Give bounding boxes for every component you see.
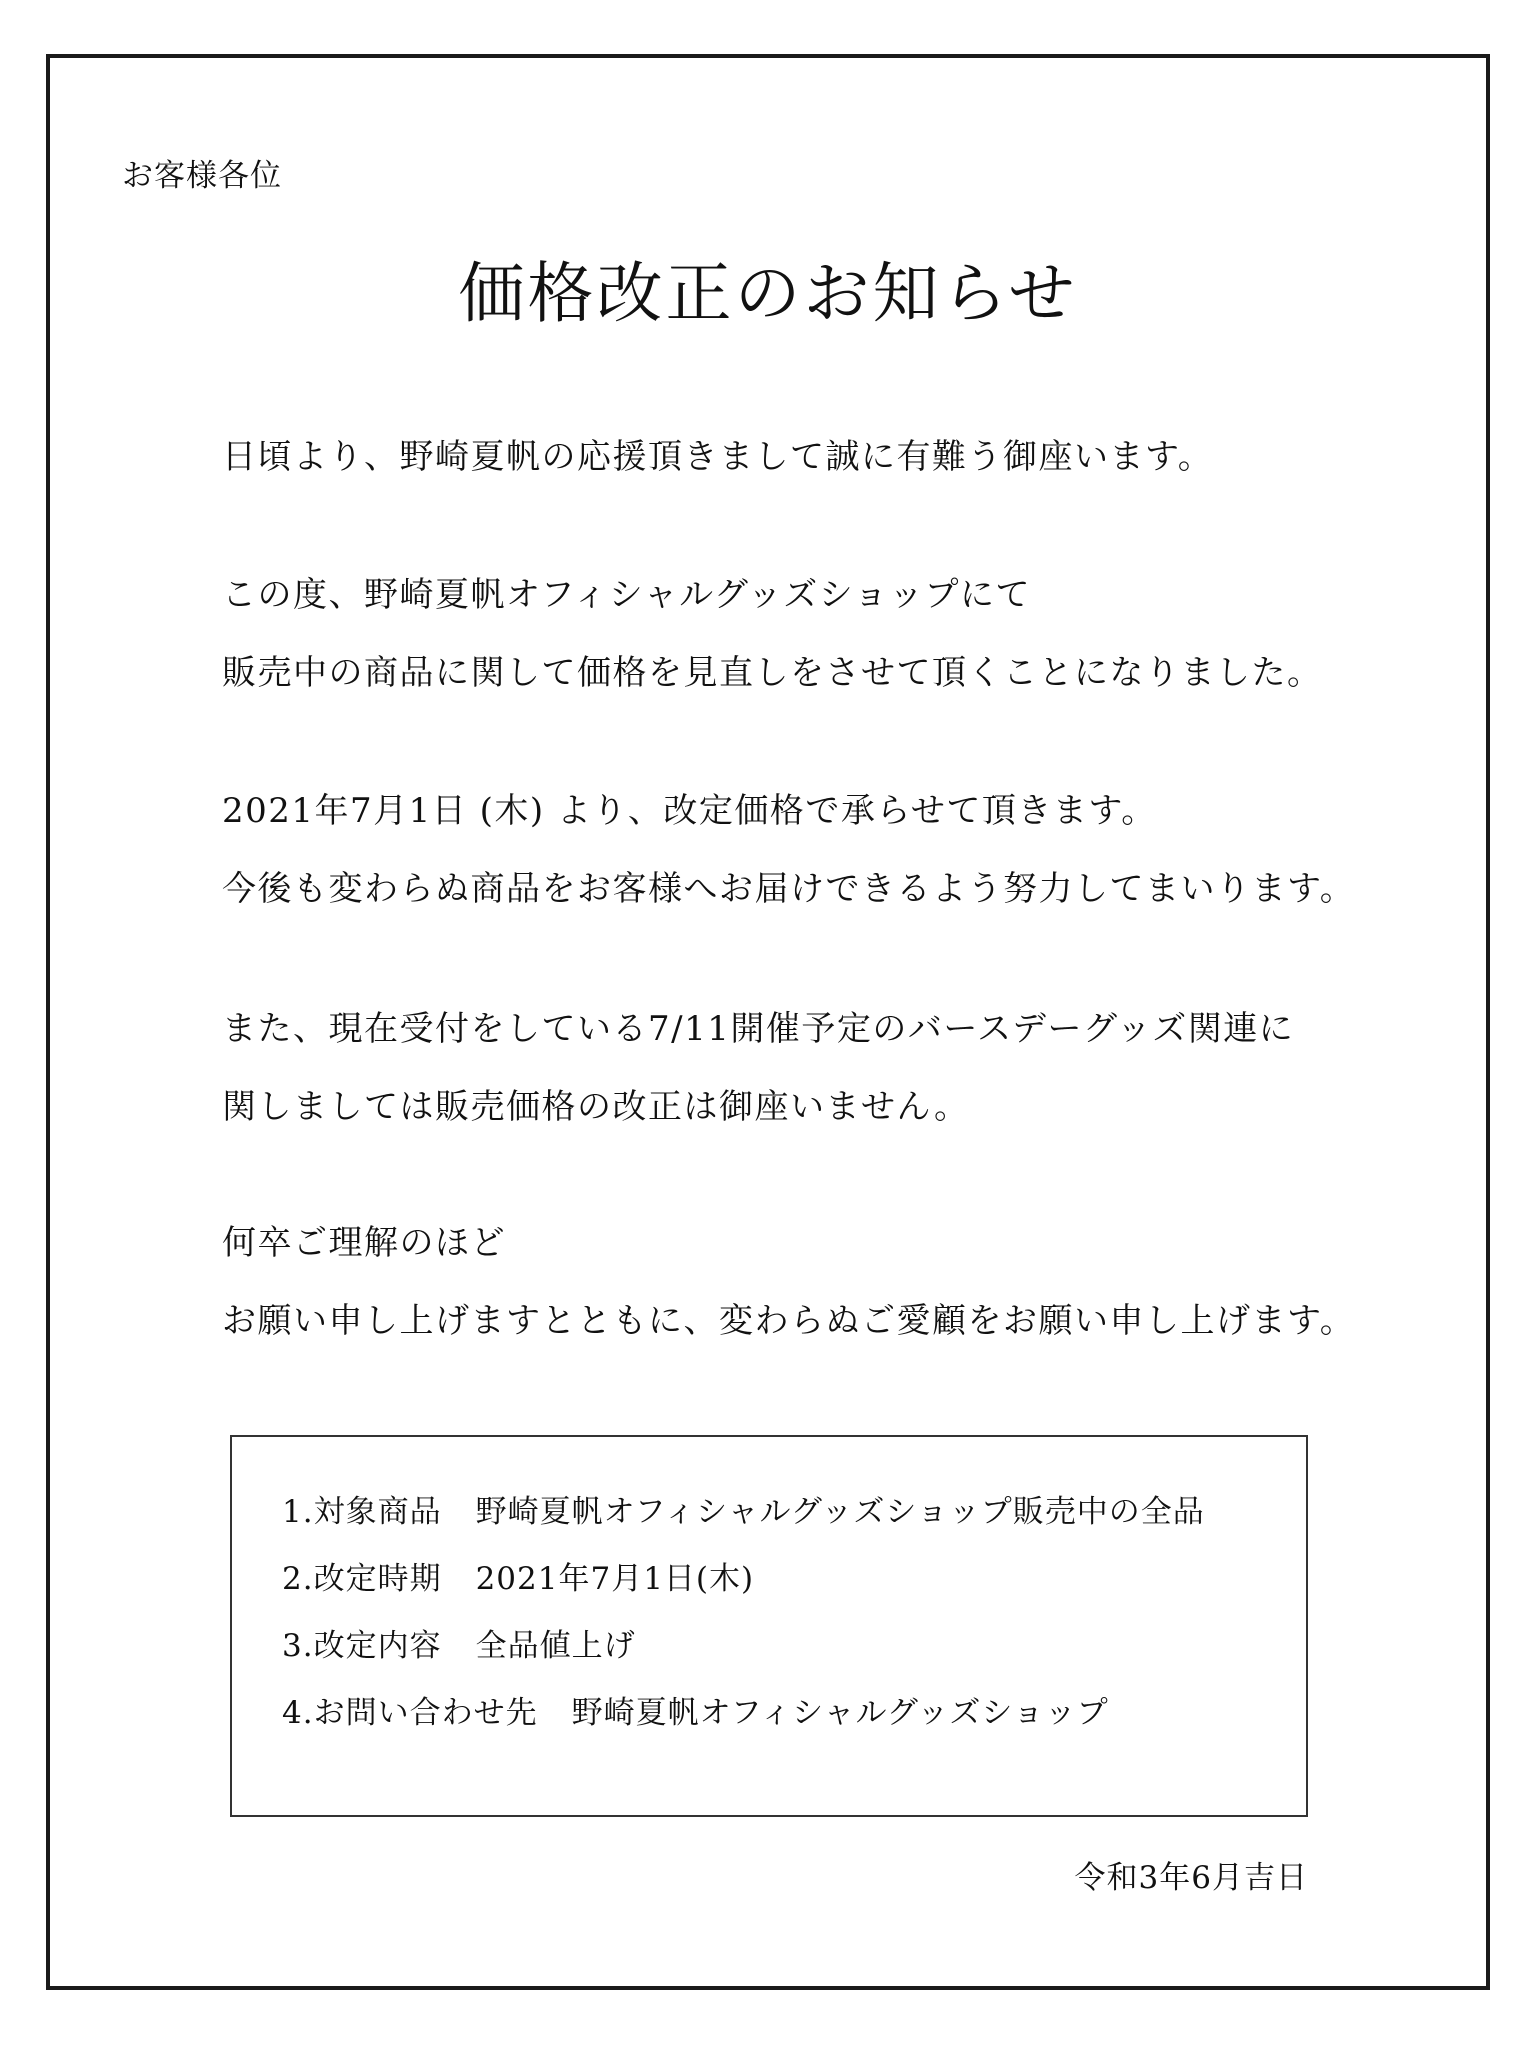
summary-label: 3.改定内容 — [282, 1628, 442, 1664]
summary-value: 野崎夏帆オフィシャルグッズショップ販売中の全品 — [475, 1494, 1205, 1530]
paragraph-line: 関しましては販売価格の改正は御座いません。 — [222, 1087, 970, 1127]
paragraph-exception — [222, 990, 1294, 1146]
summary-list — [282, 1479, 1205, 1747]
summary-row-revision-date — [282, 1546, 1205, 1613]
summary-row-contact — [282, 1680, 1205, 1747]
paragraph-line: また、現在受付をしている7/11開催予定のバースデーグッズ関連に — [222, 1009, 1295, 1049]
paragraph-line: 日頃より、野崎夏帆の応援頂きまして誠に有難う御座います。 — [222, 437, 1214, 477]
summary-label: 4.お問い合わせ先 — [282, 1695, 538, 1731]
page-title: 価格改正のお知らせ — [458, 255, 1078, 332]
paragraph-effective-date — [222, 772, 1355, 928]
paragraph-line: 何卒ご理解のほど — [222, 1223, 506, 1263]
summary-value: 野崎夏帆オフィシャルグッズショップ — [571, 1695, 1109, 1731]
summary-value: 2021年7月1日(木) — [475, 1561, 755, 1597]
paragraph-line: お願い申し上げますとともに、変わらぬご愛顧をお願い申し上げます。 — [222, 1301, 1356, 1341]
paragraph-line: 販売中の商品に関して価格を見直しをさせて頂くことになりました。 — [222, 653, 1323, 693]
summary-row-target-products — [282, 1479, 1205, 1546]
paragraph-line: この度、野崎夏帆オフィシャルグッズショップにて — [222, 575, 1032, 615]
summary-label: 1.対象商品 — [282, 1494, 442, 1530]
paragraph-announcement — [222, 556, 1323, 712]
summary-label: 2.改定時期 — [282, 1561, 442, 1597]
summary-value: 全品値上げ — [475, 1628, 636, 1664]
notice-date: 令和3年6月吉日 — [1074, 1860, 1308, 1896]
paragraph-line: 今後も変わらぬ商品をお客様へお届けできるよう努力してまいります。 — [222, 869, 1356, 909]
summary-row-revision-content — [282, 1613, 1205, 1680]
summary-box — [230, 1435, 1308, 1817]
salutation: お客様各位 — [122, 158, 282, 194]
paragraph-closing — [222, 1204, 1355, 1360]
paragraph-line: 2021年7月1日 (木) より、改定価格で承らせて頂きます。 — [222, 791, 1157, 831]
paragraph-greeting — [222, 418, 1213, 496]
